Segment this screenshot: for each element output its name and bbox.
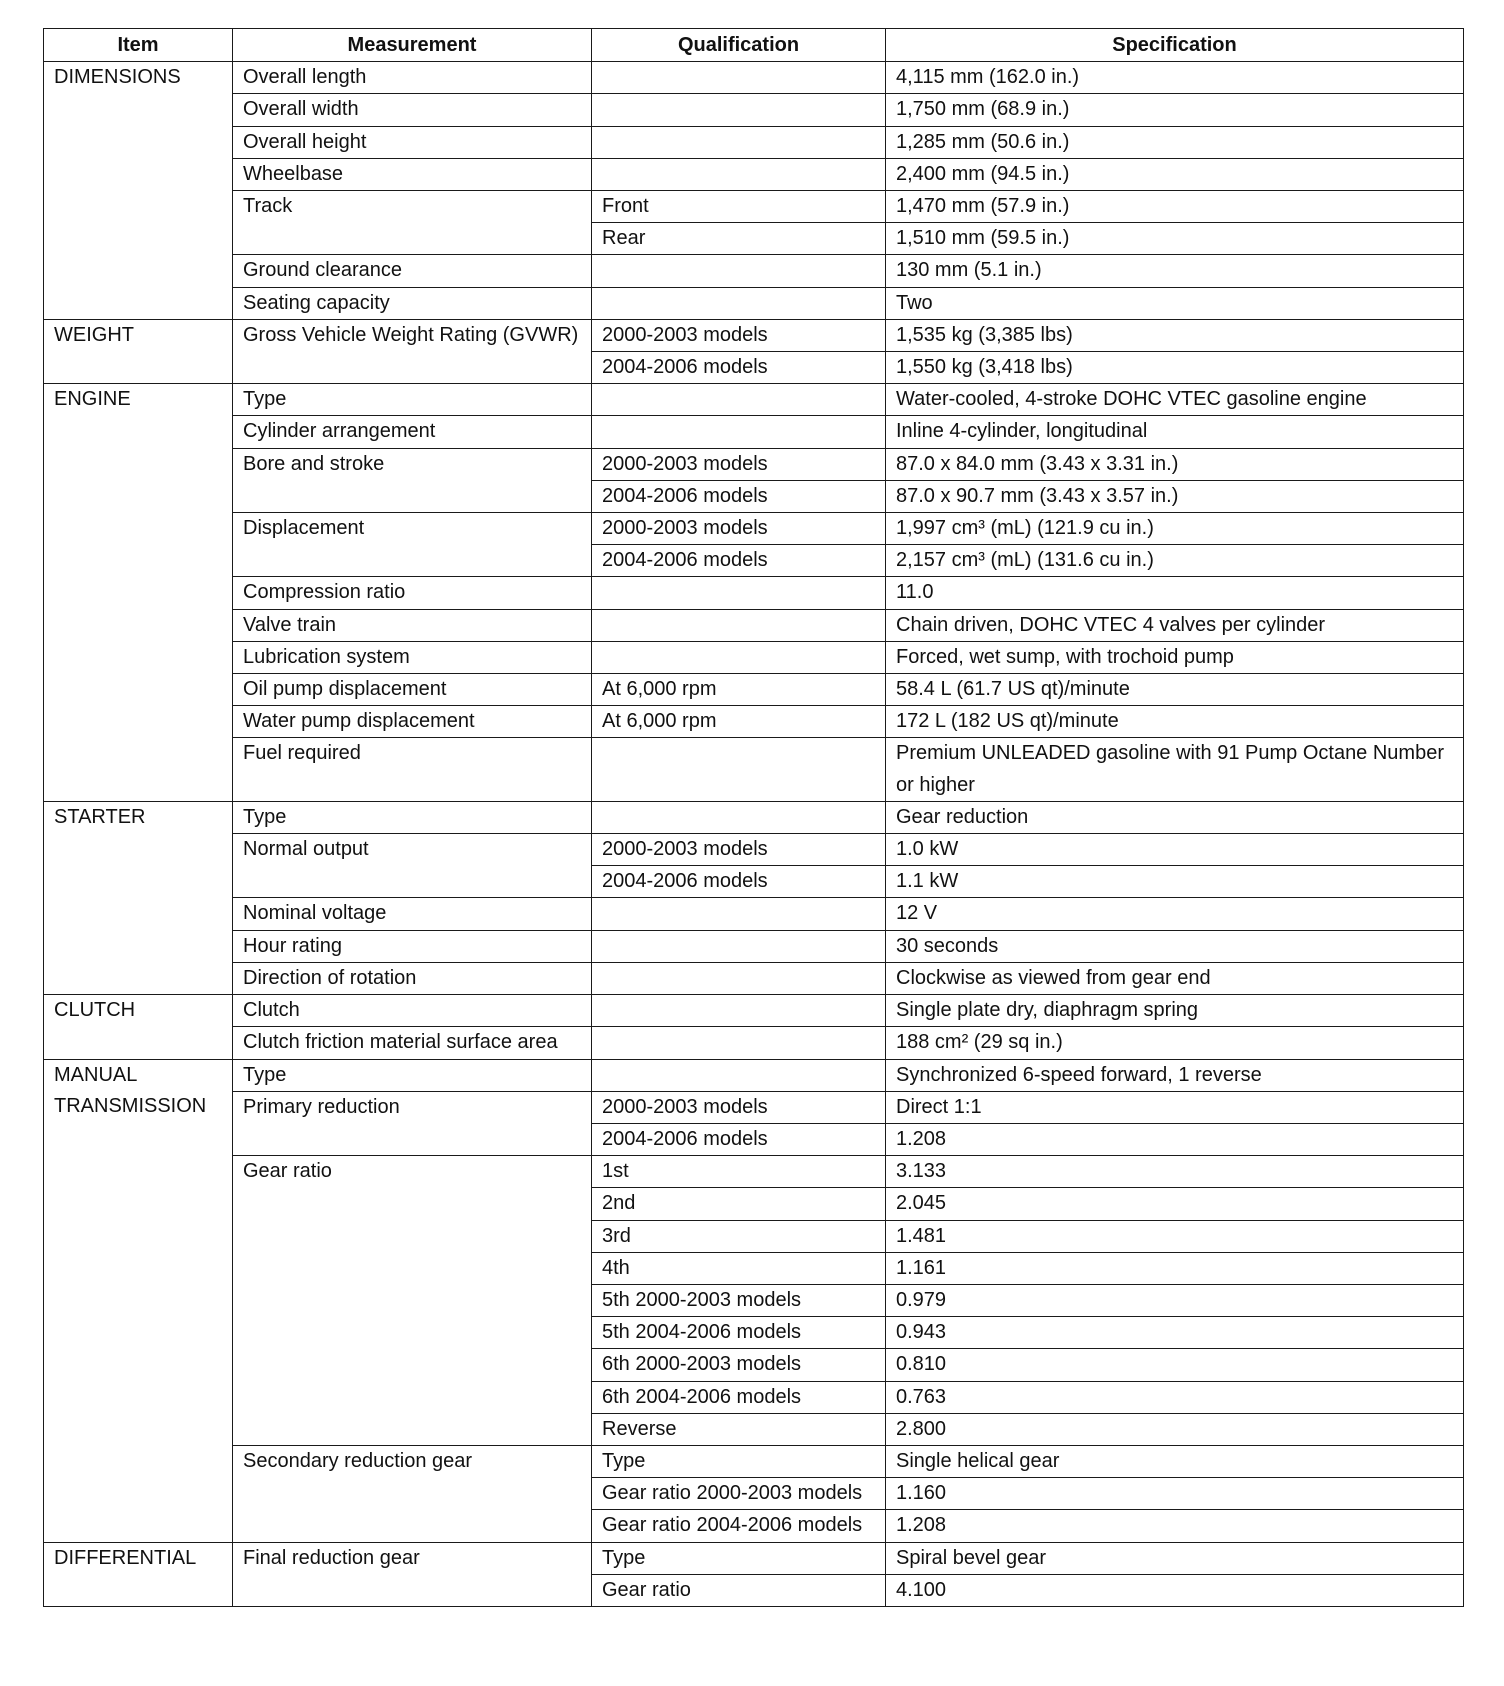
specification-cell: Single plate dry, diaphragm spring xyxy=(886,995,1464,1027)
measurement-cell: Ground clearance xyxy=(233,255,592,287)
specification-cell: 0.979 xyxy=(886,1284,1464,1316)
qualification-cell: 2004-2006 models xyxy=(592,866,886,898)
measurement-cell: Seating capacity xyxy=(233,287,592,319)
table-row xyxy=(44,641,1464,673)
measurement-cell: Clutch xyxy=(233,995,592,1027)
qualification-cell xyxy=(592,738,886,801)
item-cell: STARTER xyxy=(44,801,233,994)
table-row xyxy=(44,287,1464,319)
measurement-cell: Bore and stroke xyxy=(233,448,592,512)
table-row xyxy=(44,126,1464,158)
table-row xyxy=(44,1445,1464,1477)
item-cell: DIMENSIONS xyxy=(44,62,233,320)
qualification-cell: Type xyxy=(592,1445,886,1477)
qualification-cell: At 6,000 rpm xyxy=(592,706,886,738)
specification-cell: Water-cooled, 4-stroke DOHC VTEC gasoline engine xyxy=(886,384,1464,416)
qualification-cell xyxy=(592,416,886,448)
qualification-cell: 4th xyxy=(592,1252,886,1284)
qualification-cell xyxy=(592,126,886,158)
qualification-cell xyxy=(592,609,886,641)
specification-cell: 87.0 x 84.0 mm (3.43 x 3.31 in.) xyxy=(886,448,1464,480)
specification-cell: 172 L (182 US qt)/minute xyxy=(886,706,1464,738)
qualification-cell: 2000-2003 models xyxy=(592,513,886,545)
measurement-cell: Track xyxy=(233,191,592,255)
table-row xyxy=(44,930,1464,962)
header-qualification: Qualification xyxy=(592,29,886,62)
specification-cell: 87.0 x 90.7 mm (3.43 x 3.57 in.) xyxy=(886,480,1464,512)
qualification-cell: 2nd xyxy=(592,1188,886,1220)
qualification-cell: 2000-2003 models xyxy=(592,448,886,480)
header-specification: Specification xyxy=(886,29,1464,62)
qualification-cell: Gear ratio 2004-2006 models xyxy=(592,1510,886,1542)
specification-cell: 58.4 L (61.7 US qt)/minute xyxy=(886,674,1464,706)
item-cell: ENGINE xyxy=(44,384,233,802)
specification-cell: Gear reduction xyxy=(886,801,1464,833)
qualification-cell xyxy=(592,930,886,962)
specifications-body xyxy=(44,62,1464,1607)
qualification-cell xyxy=(592,1059,886,1091)
measurement-cell: Wheelbase xyxy=(233,158,592,190)
qualification-cell xyxy=(592,801,886,833)
qualification-cell xyxy=(592,384,886,416)
qualification-cell xyxy=(592,1027,886,1059)
qualification-cell: 2004-2006 models xyxy=(592,545,886,577)
qualification-cell: 2004-2006 models xyxy=(592,1123,886,1155)
measurement-cell: Oil pump displacement xyxy=(233,674,592,706)
table-row xyxy=(44,255,1464,287)
table-row xyxy=(44,898,1464,930)
specification-cell: Inline 4-cylinder, longitudinal xyxy=(886,416,1464,448)
measurement-cell: Type xyxy=(233,801,592,833)
specification-cell: Direct 1:1 xyxy=(886,1091,1464,1123)
table-row xyxy=(44,738,1464,801)
table-row xyxy=(44,1156,1464,1188)
measurement-cell: Secondary reduction gear xyxy=(233,1445,592,1542)
specification-cell: Premium UNLEADED gasoline with 91 Pump Octane Number or higher xyxy=(886,738,1464,801)
specification-cell: Chain driven, DOHC VTEC 4 valves per cylinder xyxy=(886,609,1464,641)
specification-cell: 130 mm (5.1 in.) xyxy=(886,255,1464,287)
measurement-cell: Nominal voltage xyxy=(233,898,592,930)
specification-cell: 2,157 cm³ (mL) (131.6 cu in.) xyxy=(886,545,1464,577)
specification-cell: 1.1 kW xyxy=(886,866,1464,898)
specification-cell: 11.0 xyxy=(886,577,1464,609)
table-row xyxy=(44,801,1464,833)
measurement-cell: Gear ratio xyxy=(233,1156,592,1446)
qualification-cell: 3rd xyxy=(592,1220,886,1252)
specification-cell: 3.133 xyxy=(886,1156,1464,1188)
qualification-cell: 2004-2006 models xyxy=(592,480,886,512)
specification-cell: 1,997 cm³ (mL) (121.9 cu in.) xyxy=(886,513,1464,545)
specification-cell: 2.800 xyxy=(886,1413,1464,1445)
specification-cell: 1,550 kg (3,418 lbs) xyxy=(886,352,1464,384)
specification-cell: 1.161 xyxy=(886,1252,1464,1284)
table-row xyxy=(44,706,1464,738)
table-row xyxy=(44,1059,1464,1091)
specification-cell: 2,400 mm (94.5 in.) xyxy=(886,158,1464,190)
specification-cell: 4,115 mm (162.0 in.) xyxy=(886,62,1464,94)
table-row xyxy=(44,94,1464,126)
measurement-cell: Lubrication system xyxy=(233,641,592,673)
measurement-cell: Clutch friction material surface area xyxy=(233,1027,592,1059)
specification-cell: 1,285 mm (50.6 in.) xyxy=(886,126,1464,158)
table-row xyxy=(44,834,1464,866)
table-row xyxy=(44,158,1464,190)
measurement-cell: Overall length xyxy=(233,62,592,94)
specification-cell: Forced, wet sump, with trochoid pump xyxy=(886,641,1464,673)
table-row xyxy=(44,674,1464,706)
qualification-cell: 2004-2006 models xyxy=(592,352,886,384)
specification-cell: 2.045 xyxy=(886,1188,1464,1220)
qualification-cell xyxy=(592,255,886,287)
measurement-cell: Overall width xyxy=(233,94,592,126)
measurement-cell: Displacement xyxy=(233,513,592,577)
qualification-cell xyxy=(592,641,886,673)
qualification-cell: Type xyxy=(592,1542,886,1574)
qualification-cell: 6th 2000-2003 models xyxy=(592,1349,886,1381)
qualification-cell xyxy=(592,62,886,94)
measurement-cell: Valve train xyxy=(233,609,592,641)
specification-cell: Spiral bevel gear xyxy=(886,1542,1464,1574)
item-cell: DIFFERENTIAL xyxy=(44,1542,233,1606)
qualification-cell: 5th 2004-2006 models xyxy=(592,1317,886,1349)
measurement-cell: Type xyxy=(233,1059,592,1091)
header-item: Item xyxy=(44,29,233,62)
qualification-cell xyxy=(592,577,886,609)
specification-cell: Single helical gear xyxy=(886,1445,1464,1477)
specification-cell: 12 V xyxy=(886,898,1464,930)
specification-cell: 1,470 mm (57.9 in.) xyxy=(886,191,1464,223)
specification-cell: 1.208 xyxy=(886,1510,1464,1542)
qualification-cell: Front xyxy=(592,191,886,223)
qualification-cell: 2000-2003 models xyxy=(592,319,886,351)
specification-cell: 1.481 xyxy=(886,1220,1464,1252)
specification-cell: 0.943 xyxy=(886,1317,1464,1349)
table-row xyxy=(44,416,1464,448)
specification-cell: 1.160 xyxy=(886,1478,1464,1510)
measurement-cell: Hour rating xyxy=(233,930,592,962)
measurement-cell: Fuel required xyxy=(233,738,592,801)
qualification-cell: 6th 2004-2006 models xyxy=(592,1381,886,1413)
specification-cell: 1,750 mm (68.9 in.) xyxy=(886,94,1464,126)
item-cell: WEIGHT xyxy=(44,319,233,383)
item-cell: CLUTCH xyxy=(44,995,233,1059)
qualification-cell: 1st xyxy=(592,1156,886,1188)
qualification-cell xyxy=(592,158,886,190)
table-row xyxy=(44,962,1464,994)
table-row xyxy=(44,577,1464,609)
specification-cell: 0.810 xyxy=(886,1349,1464,1381)
measurement-cell: Water pump displacement xyxy=(233,706,592,738)
qualification-cell xyxy=(592,962,886,994)
qualification-cell xyxy=(592,94,886,126)
table-row xyxy=(44,384,1464,416)
specification-cell: 1.0 kW xyxy=(886,834,1464,866)
measurement-cell: Primary reduction xyxy=(233,1091,592,1155)
qualification-cell xyxy=(592,995,886,1027)
measurement-cell: Direction of rotation xyxy=(233,962,592,994)
table-row xyxy=(44,513,1464,545)
qualification-cell: Gear ratio xyxy=(592,1574,886,1606)
specification-cell: 0.763 xyxy=(886,1381,1464,1413)
qualification-cell: 2000-2003 models xyxy=(592,834,886,866)
specification-cell: 188 cm² (29 sq in.) xyxy=(886,1027,1464,1059)
qualification-cell xyxy=(592,898,886,930)
qualification-cell: 2000-2003 models xyxy=(592,1091,886,1123)
measurement-cell: Gross Vehicle Weight Rating (GVWR) xyxy=(233,319,592,383)
qualification-cell xyxy=(592,287,886,319)
table-row xyxy=(44,1027,1464,1059)
measurement-cell: Cylinder arrangement xyxy=(233,416,592,448)
table-row xyxy=(44,448,1464,480)
table-row xyxy=(44,191,1464,223)
qualification-cell: 5th 2000-2003 models xyxy=(592,1284,886,1316)
specification-cell: Synchronized 6-speed forward, 1 reverse xyxy=(886,1059,1464,1091)
table-row xyxy=(44,1542,1464,1574)
measurement-cell: Compression ratio xyxy=(233,577,592,609)
measurement-cell: Normal output xyxy=(233,834,592,898)
specification-cell: 1,535 kg (3,385 lbs) xyxy=(886,319,1464,351)
header-measurement: Measurement xyxy=(233,29,592,62)
measurement-cell: Type xyxy=(233,384,592,416)
specification-cell: 1.208 xyxy=(886,1123,1464,1155)
table-row xyxy=(44,319,1464,351)
specifications-table xyxy=(43,28,1464,1607)
specification-cell: 4.100 xyxy=(886,1574,1464,1606)
table-row xyxy=(44,995,1464,1027)
table-row xyxy=(44,609,1464,641)
specification-cell: Two xyxy=(886,287,1464,319)
table-row xyxy=(44,1091,1464,1123)
qualification-cell: Reverse xyxy=(592,1413,886,1445)
measurement-cell: Overall height xyxy=(233,126,592,158)
specification-cell: 30 seconds xyxy=(886,930,1464,962)
specification-cell: 1,510 mm (59.5 in.) xyxy=(886,223,1464,255)
specification-cell: Clockwise as viewed from gear end xyxy=(886,962,1464,994)
qualification-cell: Rear xyxy=(592,223,886,255)
measurement-cell: Final reduction gear xyxy=(233,1542,592,1606)
qualification-cell: Gear ratio 2000-2003 models xyxy=(592,1478,886,1510)
table-row xyxy=(44,62,1464,94)
header-row xyxy=(44,29,1464,62)
item-cell: MANUAL TRANSMISSION xyxy=(44,1059,233,1542)
qualification-cell: At 6,000 rpm xyxy=(592,674,886,706)
